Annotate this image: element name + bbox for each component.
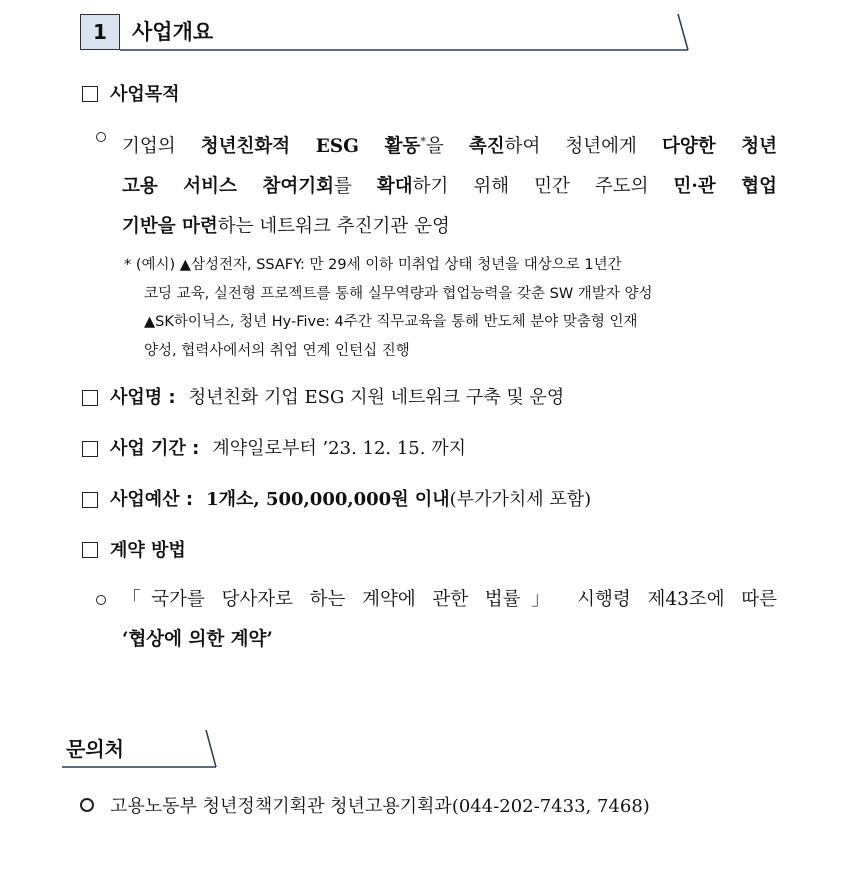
purpose-line-2-segment: 확대	[376, 176, 413, 198]
purpose-line-2	[122, 167, 777, 207]
budget-label: 사업예산 :	[110, 489, 194, 510]
name-label: 사업명 :	[110, 387, 176, 408]
purpose-line-1-segment: 촉진	[468, 136, 505, 158]
method-line-2: ‘협상에 의한 계약’	[122, 629, 273, 650]
period-value: 계약일로부터 ’23. 12. 15. 까지	[212, 438, 466, 459]
method-line-1: 「국가를 당사자로 하는 계약에 관한 법률」 시행령 제43조에 따른	[122, 589, 777, 610]
budget-row	[110, 485, 591, 511]
purpose-line-1-segment: 을	[425, 136, 469, 158]
method-label: 계약 방법	[110, 540, 186, 561]
purpose-line-3-segment: 하는 네트워크 추진기관 운영	[217, 216, 450, 238]
circle-bullet-icon	[80, 798, 94, 812]
checkbox-square-icon	[82, 390, 98, 406]
method-paragraph	[122, 580, 777, 660]
note-line-4: 양성, 협력사에서의 취업 연계 인턴십 진행	[144, 342, 410, 359]
name-row	[110, 383, 564, 409]
budget-vat-note: (부가가치세 포함)	[449, 489, 592, 510]
contact-title: 문의처	[66, 737, 124, 761]
note-line-3: ▲SK하이닉스, 청년 Hy-Five: 4주간 직무교육을 통해 반도체 분야 맞춤형 인재	[144, 314, 638, 330]
purpose-line-1-segment: 다양한 청년	[661, 136, 777, 158]
period-label: 사업 기간 :	[110, 438, 200, 459]
purpose-line-2-segment: 민·관 협업	[673, 176, 777, 198]
circle-bullet-icon	[96, 130, 106, 146]
checkbox-square-icon	[82, 542, 98, 558]
purpose-line-3	[122, 207, 777, 247]
section-header-frame	[0, 0, 850, 60]
purpose-line-2-segment: 하기 위해 민간 주도의	[412, 176, 674, 198]
contact-text: 고용노동부 청년정책기획관 청년고용기획과(044-202-7433, 7468)	[110, 796, 650, 817]
checkbox-square-icon	[82, 86, 98, 102]
purpose-line-1	[122, 122, 777, 167]
purpose-paragraph	[122, 122, 777, 247]
note-line-2: 코딩 교육, 실전형 프로젝트를 통해 실무역량과 협업능력을 갖춘 SW 개발자 양성	[144, 285, 653, 302]
purpose-line-1-segment: 기업의	[122, 136, 201, 158]
circle-bullet-icon	[96, 593, 106, 609]
purpose-line-1-segment: *	[420, 135, 426, 148]
purpose-label: 사업목적	[110, 84, 180, 105]
purpose-line-3-segment: 기반을 마련	[122, 216, 218, 238]
contact-header-frame	[0, 720, 850, 780]
name-value: 청년친화 기업 ESG 지원 네트워크 구축 및 운영	[188, 387, 565, 408]
checkbox-square-icon	[82, 441, 98, 457]
purpose-line-2-segment: 고용 서비스 참여기회	[122, 176, 334, 198]
purpose-line-1-segment: 하여 청년에게	[504, 136, 662, 158]
section-number: 1	[80, 14, 120, 50]
section-title: 사업개요	[132, 20, 214, 44]
example-note	[124, 251, 774, 365]
period-row	[110, 434, 466, 460]
purpose-line-1-segment: 청년친화적 ESG 활동	[200, 136, 421, 158]
checkbox-square-icon	[82, 492, 98, 508]
note-line-1: * (예시) ▲삼성전자, SSAFY: 만 29세 이하 미취업 상태 청년을 대상으로 1년간	[124, 257, 622, 273]
purpose-line-2-segment: 를	[333, 176, 377, 198]
budget-value: 1개소, 500,000,000원 이내	[206, 489, 450, 510]
